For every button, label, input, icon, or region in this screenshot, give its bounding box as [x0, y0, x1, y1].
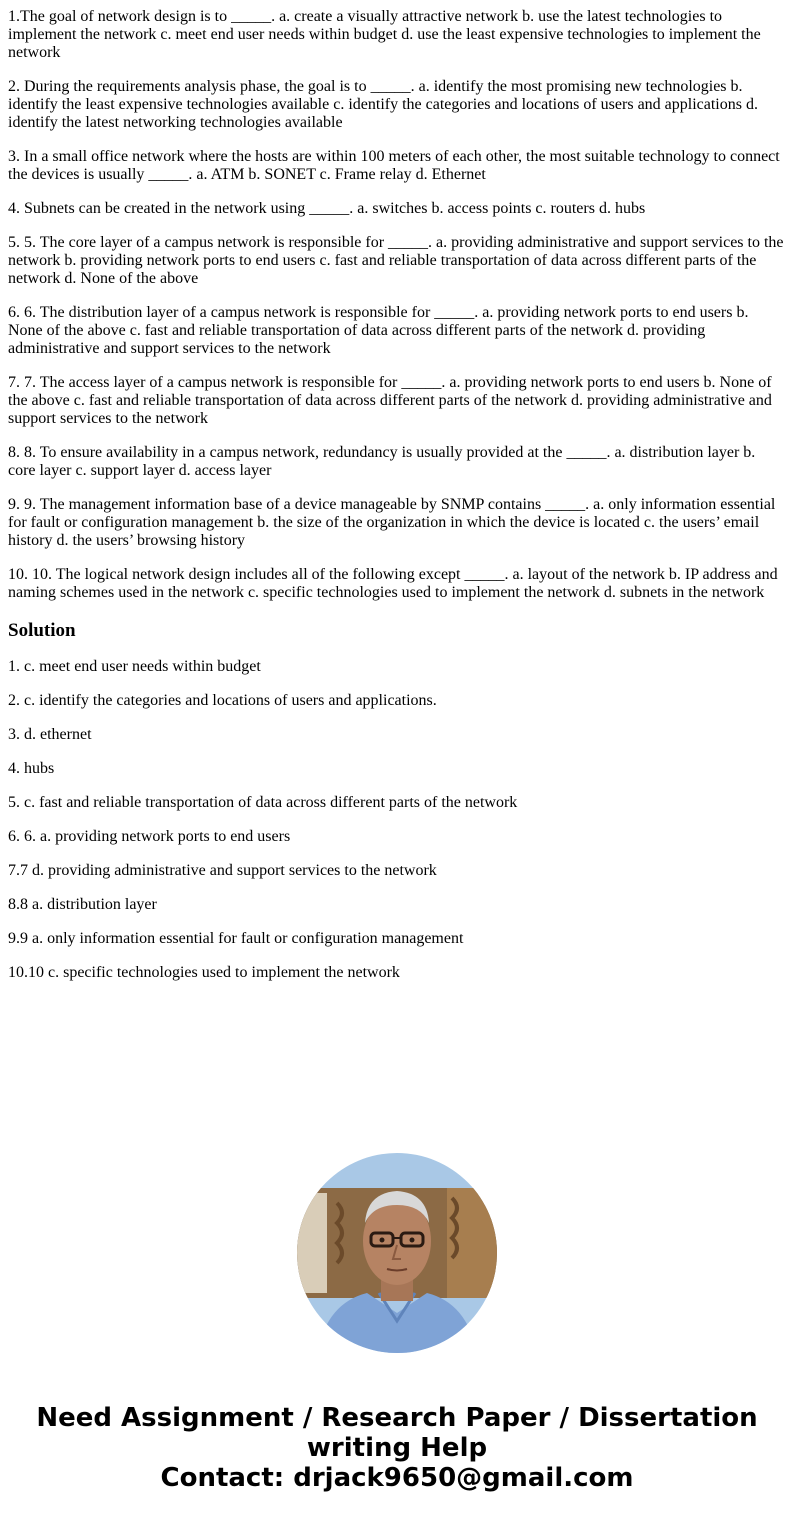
question-6: 6. 6. The distribution layer of a campus network is responsible for _____. a. providing network ports to end users b. None of the above c. fast and reliable transportation of data across different parts of the network d. providing administrative and support services to the network	[8, 304, 749, 357]
question-5: 5. 5. The core layer of a campus network is responsible for _____. a. providing administrative and support services to the network b. providing network ports to end users c. fast and reliable transportation of data across different parts of the network d. None of the above	[8, 234, 784, 287]
answer-8: 8.8 a. distribution layer	[8, 896, 157, 913]
question-8: 8. 8. To ensure availability in a campus network, redundancy is usually provided at the _____. a. distribution layer b. core layer c. support layer d. access layer	[8, 444, 756, 479]
answer-1: 1. c. meet end user needs within budget	[8, 658, 261, 675]
contact-footer	[0, 1403, 794, 1493]
answer-6: 6. 6. a. providing network ports to end users	[8, 828, 291, 845]
question-7: 7. 7. The access layer of a campus network is responsible for _____. a. providing network ports to end users b. None of the above c. fast and reliable transportation of data across different parts of the network d. providing administrative and support services to the network	[8, 374, 772, 427]
answer-2: 2. c. identify the categories and locations of users and applications.	[8, 692, 437, 709]
author-avatar	[297, 1153, 497, 1353]
answer-9: 9.9 a. only information essential for fault or configuration management	[8, 930, 464, 947]
solution-heading: Solution	[8, 620, 76, 641]
answer-7: 7.7 d. providing administrative and support services to the network	[8, 862, 437, 879]
question-4: 4. Subnets can be created in the network using _____. a. switches b. access points c. routers d. hubs	[8, 200, 646, 217]
document-body	[8, 8, 786, 998]
question-10: 10. 10. The logical network design includes all of the following except _____. a. layout of the network b. IP address and naming schemes used in the network c. specific technologies used to implement the network d. subnets in the network	[8, 566, 778, 601]
question-9: 9. 9. The management information base of a device manageable by SNMP contains _____. a. only information essential for fault or configuration management b. the size of the organization in which the device is located c. the users’ email history d. the users’ browsing history	[8, 496, 776, 549]
question-2: 2. During the requirements analysis phase, the goal is to _____. a. identify the most promising new technologies b. identify the least expensive technologies available c. identify the categories and locations of users and applications d. identify the latest networking technologies available	[8, 78, 758, 131]
answer-4: 4. hubs	[8, 760, 55, 777]
footer-contact: Contact: drjack9650@gmail.com	[160, 1463, 634, 1493]
answer-5: 5. c. fast and reliable transportation of data across different parts of the network	[8, 794, 518, 811]
question-1: 1.The goal of network design is to _____. a. create a visually attractive network b. use the latest technologies to implement the network c. meet end user needs within budget d. use the least expensive technologies to implement the network	[8, 8, 761, 61]
answer-10: 10.10 c. specific technologies used to implement the network	[8, 964, 400, 981]
footer-tagline: Need Assignment / Research Paper / Dissertation writing Help	[36, 1403, 758, 1463]
answer-3: 3. d. ethernet	[8, 726, 92, 743]
question-3: 3. In a small office network where the hosts are within 100 meters of each other, the most suitable technology to connect the devices is usually _____. a. ATM b. SONET c. Frame relay d. Ethernet	[8, 148, 780, 183]
